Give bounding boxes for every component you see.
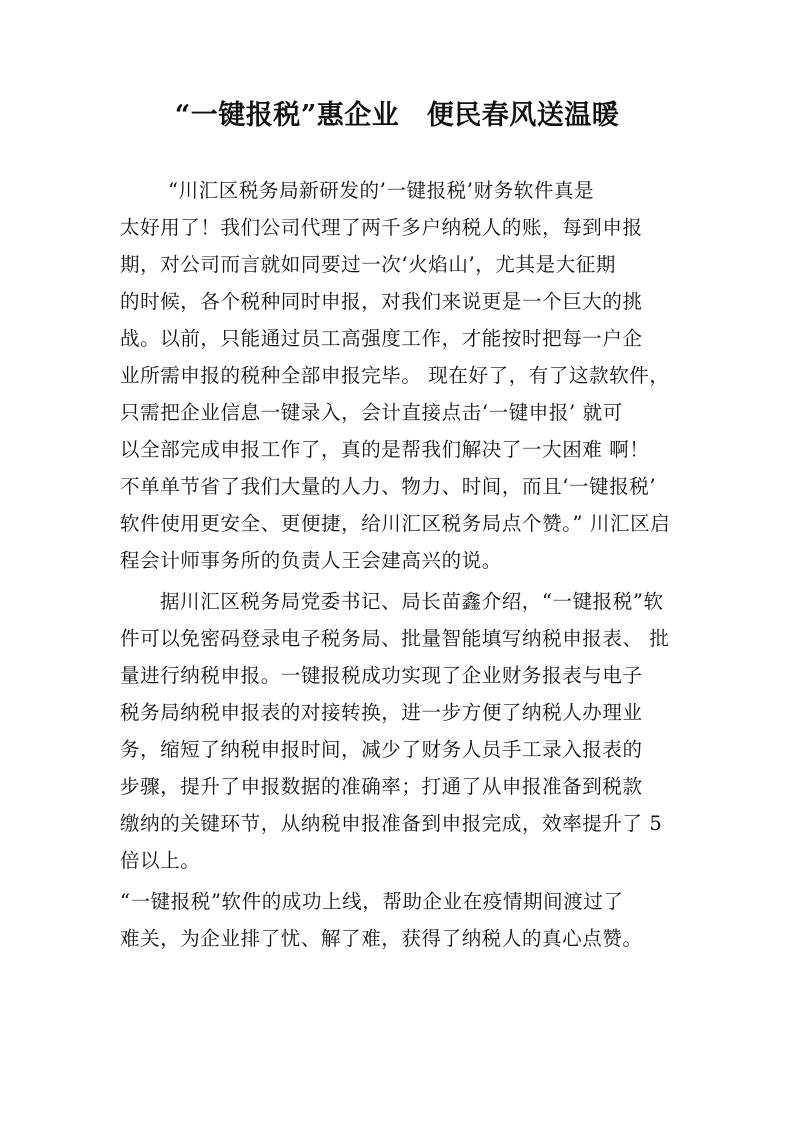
paragraph-line: 务，缩短了纳税申报时间，减少了财务人员手工录入报表的	[120, 738, 643, 761]
paragraph-line: 步骤，提升了申报数据的准确率；打通了从申报准备到税款	[120, 775, 643, 798]
paragraph-line: 太好用了！我们公司代理了两千多户纳税人的账，每到申报	[120, 216, 643, 239]
paragraph-line: 税务局纳税申报表的对接转换，进一步方便了纳税人办理业	[120, 701, 643, 724]
paragraph-line: 的时候，各个税种同时申报，对我们来说更是一个巨大的挑	[120, 290, 643, 313]
paragraph-line: 据川汇区税务局党委书记、局长苗鑫介绍，“一键报税”软	[160, 590, 664, 613]
paragraph-line: “一键报税”软件的成功上线，帮助企业在疫情期间渡过了	[120, 890, 624, 913]
paragraph-line: 倍以上。	[120, 849, 201, 872]
paragraph-line: 程会计师事务所的负责人王会建高兴的说。	[120, 549, 502, 572]
paragraph-line: “川汇区税务局新研发的’一键报税’财务软件真是	[168, 179, 595, 202]
paragraph-line: 战。以前，只能通过员工高强度工作，才能按时把每一户企	[120, 327, 643, 350]
paragraph-line: 业所需申报的税种全部申报完毕。 现在好了，有了这款软件，	[120, 364, 670, 387]
paragraph-line: 缴纳的关键环节，从纳税申报准备到申报完成，效率提升了 5	[120, 812, 663, 835]
paragraph-line: 以全部完成申报工作了，真的是帮我们解决了一大困难 啊！	[120, 438, 650, 461]
paragraph-line: 不单单节省了我们大量的人力、物力、时间，而且‘一键报税’	[120, 475, 657, 498]
paragraph-line: 件可以免密码登录电子税务局、批量智能填写纳税申报表、 批	[120, 627, 670, 650]
paragraph-line: 量进行纳税申报。一键报税成功实现了企业财务报表与电子	[120, 664, 643, 687]
paragraph-line: 期，对公司而言就如同要过一次‘火焰山’，尤其是大征期	[120, 253, 616, 276]
paragraph-line: 软件使用更安全、更便捷，给川汇区税务局点个赞。” 川汇区启	[120, 512, 671, 535]
paragraph-line: 难关，为企业排了忧、解了难，获得了纳税人的真心点赞。	[120, 927, 643, 950]
paragraph-line: 只需把企业信息一键录入，会计直接点击‘一键申报’ 就可	[120, 401, 623, 424]
article-title: “一键报税”惠企业 便民春风送温暖	[174, 100, 620, 131]
